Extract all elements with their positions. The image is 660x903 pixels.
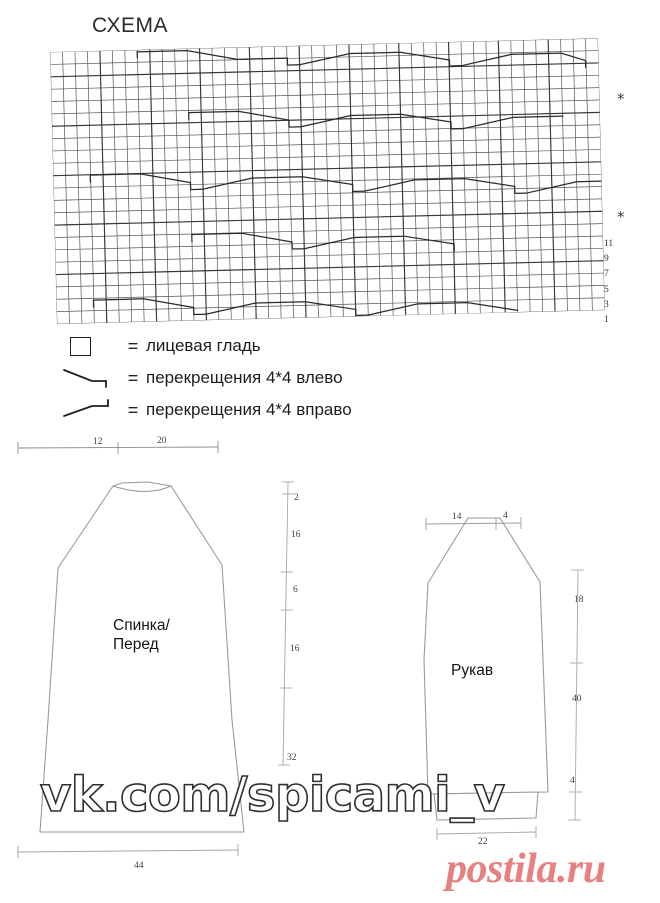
page-title: СХЕМА	[92, 14, 168, 37]
repeat-marker-asterisk: *	[617, 90, 625, 108]
chart-row-numbers	[600, 240, 626, 332]
legend-equals: =	[127, 367, 139, 388]
sleeve-piece-outline	[424, 518, 548, 794]
legend-label: перекрещения 4*4 влево	[146, 368, 343, 387]
body-dim-side-2: 2	[294, 493, 299, 503]
body-bottom-dimension-bar	[18, 844, 238, 858]
body-top-dimension-bar	[18, 441, 218, 454]
knitting-chart	[57, 52, 605, 324]
legend-label: лицевая гладь	[146, 336, 261, 355]
row-number: 1	[604, 315, 609, 325]
sleeve-dim-side-4: 4	[570, 776, 575, 786]
chart-legend	[62, 330, 482, 426]
body-dim-side-6: 6	[293, 585, 298, 595]
body-piece-label	[113, 616, 170, 655]
row-number: 11	[604, 239, 614, 249]
body-side-dimension-ladder	[278, 482, 294, 765]
legend-symbol-square	[62, 333, 120, 359]
row-number: 3	[604, 300, 609, 310]
body-dim-top-20: 20	[157, 436, 167, 446]
body-dim-top-12: 12	[93, 437, 103, 447]
sleeve-dim-bottom-22: 22	[478, 837, 488, 847]
sleeve-piece-label: Рукав	[451, 662, 494, 679]
row-number: 7	[604, 269, 609, 279]
body-dim-side-16: 16	[291, 530, 301, 540]
chart-grid	[50, 38, 605, 324]
postila-logo: postila.ru	[446, 846, 606, 892]
watermark-text: vk.com/spicami_v	[40, 767, 505, 823]
legend-equals: =	[127, 399, 139, 420]
sleeve-dim-top-14: 14	[452, 512, 462, 522]
repeat-marker-asterisk: *	[617, 208, 625, 226]
legend-item-cross-left	[62, 362, 482, 394]
body-label-line1: Спинка/	[113, 617, 170, 634]
body-dim-bottom-44: 44	[134, 861, 144, 871]
row-number: 9	[604, 254, 609, 264]
sleeve-dim-side-40: 40	[572, 694, 582, 704]
legend-symbol-cable-left-icon	[62, 365, 120, 391]
sleeve-dim-side-18: 18	[574, 595, 584, 605]
row-number: 5	[604, 285, 609, 295]
body-dim-side-32: 32	[287, 753, 297, 763]
body-dim-side-16b: 16	[290, 644, 300, 654]
legend-item-knit	[62, 330, 482, 362]
legend-label: перекрещения 4*4 вправо	[146, 400, 352, 419]
body-label-line2: Перед	[113, 636, 159, 654]
sleeve-dim-top-4: 4	[503, 511, 508, 521]
legend-equals: =	[127, 335, 139, 356]
